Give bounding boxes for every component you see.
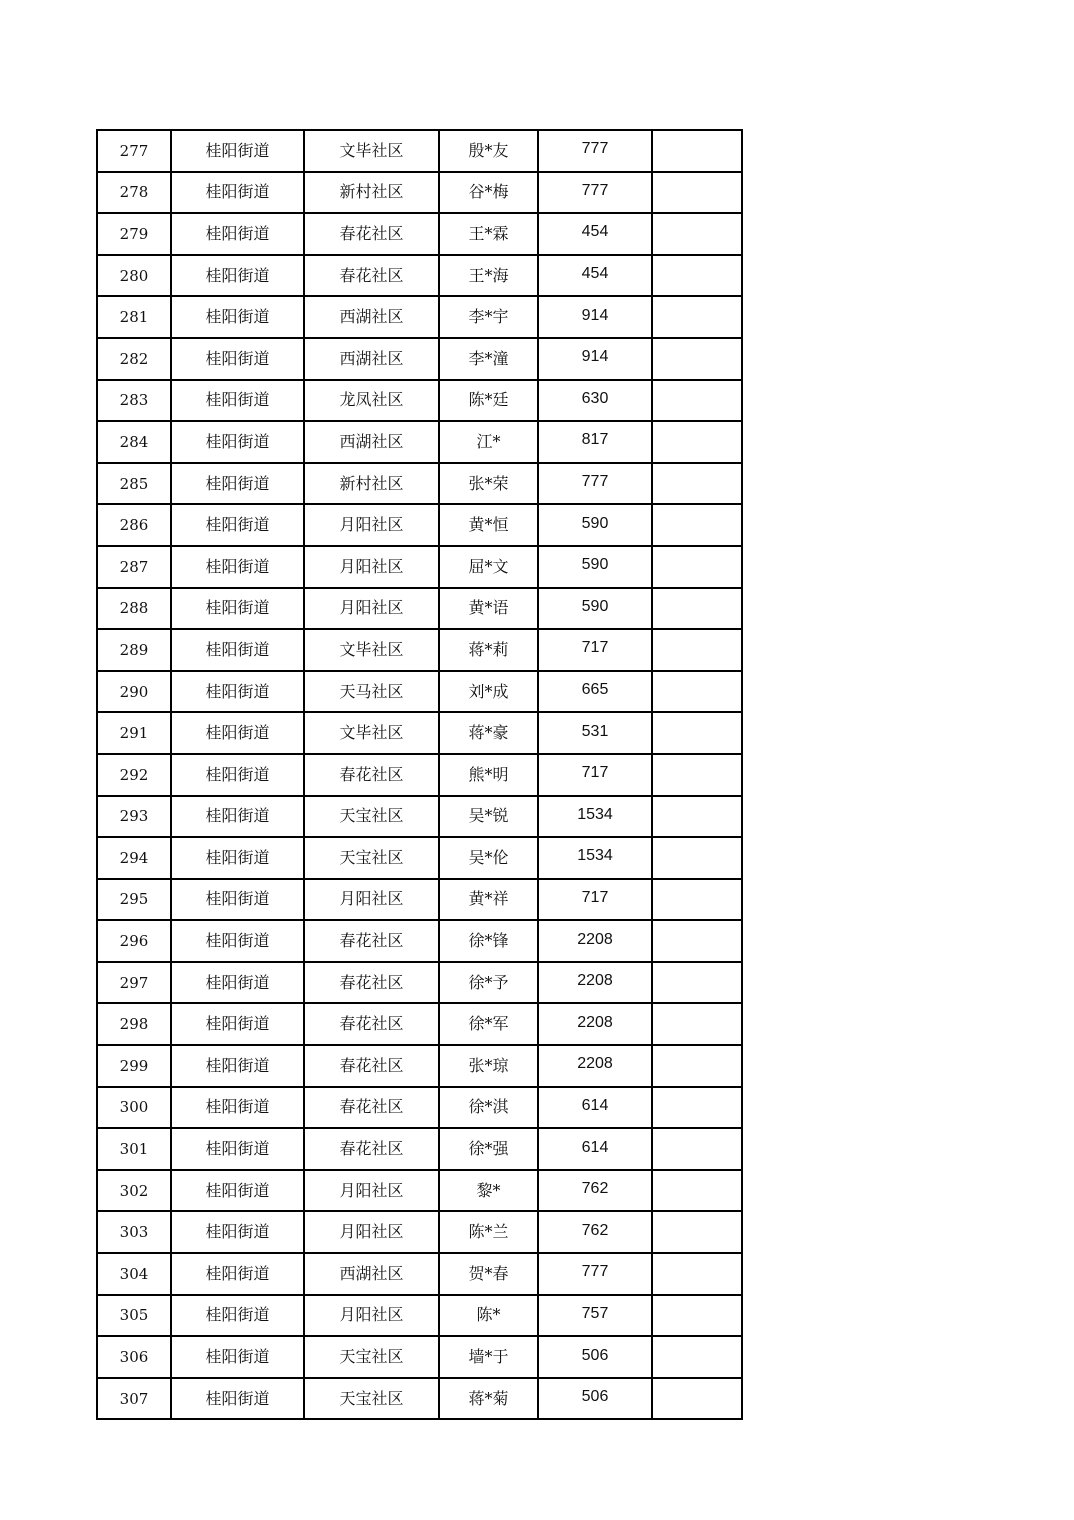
street-cell: 桂阳街道 bbox=[171, 130, 304, 172]
street-cell: 桂阳街道 bbox=[171, 504, 304, 546]
name-cell: 蒋*菊 bbox=[439, 1378, 538, 1420]
name-cell: 张*琼 bbox=[439, 1045, 538, 1087]
amount-cell: 506 bbox=[538, 1336, 652, 1378]
name-cell: 墙*于 bbox=[439, 1336, 538, 1378]
note-cell bbox=[652, 255, 742, 297]
name-cell: 屈*文 bbox=[439, 546, 538, 588]
note-cell bbox=[652, 1128, 742, 1170]
table-row bbox=[97, 213, 742, 255]
row-number-cell: 279 bbox=[97, 213, 171, 255]
street-cell: 桂阳街道 bbox=[171, 1128, 304, 1170]
street-cell: 桂阳街道 bbox=[171, 796, 304, 838]
amount-cell: 1534 bbox=[538, 837, 652, 879]
table-row bbox=[97, 1253, 742, 1295]
note-cell bbox=[652, 1295, 742, 1337]
community-cell: 春花社区 bbox=[304, 1128, 439, 1170]
table-row bbox=[97, 380, 742, 422]
name-cell: 吴*锐 bbox=[439, 796, 538, 838]
amount-cell: 762 bbox=[538, 1211, 652, 1253]
street-cell: 桂阳街道 bbox=[171, 172, 304, 214]
community-cell: 月阳社区 bbox=[304, 546, 439, 588]
note-cell bbox=[652, 463, 742, 505]
row-number-cell: 283 bbox=[97, 380, 171, 422]
community-cell: 春花社区 bbox=[304, 1045, 439, 1087]
amount-cell: 506 bbox=[538, 1378, 652, 1420]
amount-cell: 2208 bbox=[538, 962, 652, 1004]
community-cell: 月阳社区 bbox=[304, 1295, 439, 1337]
name-cell: 陈*廷 bbox=[439, 380, 538, 422]
table-row bbox=[97, 1378, 742, 1420]
note-cell bbox=[652, 879, 742, 921]
name-cell: 陈*兰 bbox=[439, 1211, 538, 1253]
table-row bbox=[97, 796, 742, 838]
street-cell: 桂阳街道 bbox=[171, 1087, 304, 1129]
table-row bbox=[97, 837, 742, 879]
amount-cell: 454 bbox=[538, 255, 652, 297]
amount-cell: 717 bbox=[538, 879, 652, 921]
table-row bbox=[97, 1295, 742, 1337]
amount-cell: 777 bbox=[538, 130, 652, 172]
name-cell: 徐*强 bbox=[439, 1128, 538, 1170]
table-row bbox=[97, 421, 742, 463]
row-number-cell: 277 bbox=[97, 130, 171, 172]
name-cell: 陈* bbox=[439, 1295, 538, 1337]
table-row bbox=[97, 296, 742, 338]
street-cell: 桂阳街道 bbox=[171, 338, 304, 380]
amount-cell: 614 bbox=[538, 1128, 652, 1170]
name-cell: 王*海 bbox=[439, 255, 538, 297]
name-cell: 黄*祥 bbox=[439, 879, 538, 921]
community-cell: 新村社区 bbox=[304, 463, 439, 505]
street-cell: 桂阳街道 bbox=[171, 1045, 304, 1087]
amount-cell: 590 bbox=[538, 546, 652, 588]
row-number-cell: 291 bbox=[97, 712, 171, 754]
community-cell: 龙凤社区 bbox=[304, 380, 439, 422]
row-number-cell: 288 bbox=[97, 588, 171, 630]
community-cell: 西湖社区 bbox=[304, 338, 439, 380]
amount-cell: 590 bbox=[538, 588, 652, 630]
community-cell: 春花社区 bbox=[304, 1087, 439, 1129]
note-cell bbox=[652, 1045, 742, 1087]
note-cell bbox=[652, 504, 742, 546]
table-row bbox=[97, 1045, 742, 1087]
community-cell: 月阳社区 bbox=[304, 1211, 439, 1253]
name-cell: 徐*锋 bbox=[439, 920, 538, 962]
note-cell bbox=[652, 588, 742, 630]
row-number-cell: 304 bbox=[97, 1253, 171, 1295]
table-row bbox=[97, 879, 742, 921]
row-number-cell: 302 bbox=[97, 1170, 171, 1212]
note-cell bbox=[652, 296, 742, 338]
name-cell: 蒋*豪 bbox=[439, 712, 538, 754]
row-number-cell: 297 bbox=[97, 962, 171, 1004]
table-row bbox=[97, 1170, 742, 1212]
community-cell: 天宝社区 bbox=[304, 796, 439, 838]
amount-cell: 2208 bbox=[538, 1045, 652, 1087]
note-cell bbox=[652, 1336, 742, 1378]
row-number-cell: 303 bbox=[97, 1211, 171, 1253]
name-cell: 殷*友 bbox=[439, 130, 538, 172]
community-cell: 月阳社区 bbox=[304, 504, 439, 546]
table-row bbox=[97, 255, 742, 297]
note-cell bbox=[652, 338, 742, 380]
community-cell: 西湖社区 bbox=[304, 1253, 439, 1295]
street-cell: 桂阳街道 bbox=[171, 1336, 304, 1378]
table-row bbox=[97, 754, 742, 796]
name-cell: 徐*军 bbox=[439, 1003, 538, 1045]
table-row bbox=[97, 463, 742, 505]
street-cell: 桂阳街道 bbox=[171, 712, 304, 754]
table-row bbox=[97, 504, 742, 546]
name-cell: 王*霖 bbox=[439, 213, 538, 255]
name-cell: 黄*语 bbox=[439, 588, 538, 630]
table-row bbox=[97, 629, 742, 671]
name-cell: 蒋*莉 bbox=[439, 629, 538, 671]
amount-cell: 2208 bbox=[538, 920, 652, 962]
note-cell bbox=[652, 1003, 742, 1045]
name-cell: 黄*恒 bbox=[439, 504, 538, 546]
amount-cell: 2208 bbox=[538, 1003, 652, 1045]
row-number-cell: 286 bbox=[97, 504, 171, 546]
table-row bbox=[97, 588, 742, 630]
table-row bbox=[97, 1128, 742, 1170]
row-number-cell: 284 bbox=[97, 421, 171, 463]
row-number-cell: 280 bbox=[97, 255, 171, 297]
table-row bbox=[97, 920, 742, 962]
note-cell bbox=[652, 1170, 742, 1212]
street-cell: 桂阳街道 bbox=[171, 296, 304, 338]
row-number-cell: 293 bbox=[97, 796, 171, 838]
note-cell bbox=[652, 920, 742, 962]
street-cell: 桂阳街道 bbox=[171, 920, 304, 962]
amount-cell: 777 bbox=[538, 172, 652, 214]
street-cell: 桂阳街道 bbox=[171, 754, 304, 796]
community-cell: 文毕社区 bbox=[304, 130, 439, 172]
amount-cell: 717 bbox=[538, 754, 652, 796]
name-cell: 熊*明 bbox=[439, 754, 538, 796]
row-number-cell: 282 bbox=[97, 338, 171, 380]
name-cell: 李*潼 bbox=[439, 338, 538, 380]
community-cell: 月阳社区 bbox=[304, 879, 439, 921]
note-cell bbox=[652, 380, 742, 422]
community-cell: 新村社区 bbox=[304, 172, 439, 214]
community-cell: 西湖社区 bbox=[304, 296, 439, 338]
note-cell bbox=[652, 962, 742, 1004]
note-cell bbox=[652, 546, 742, 588]
row-number-cell: 281 bbox=[97, 296, 171, 338]
street-cell: 桂阳街道 bbox=[171, 463, 304, 505]
street-cell: 桂阳街道 bbox=[171, 1378, 304, 1420]
amount-cell: 665 bbox=[538, 671, 652, 713]
street-cell: 桂阳街道 bbox=[171, 213, 304, 255]
row-number-cell: 296 bbox=[97, 920, 171, 962]
note-cell bbox=[652, 1087, 742, 1129]
name-cell: 吴*伦 bbox=[439, 837, 538, 879]
row-number-cell: 294 bbox=[97, 837, 171, 879]
row-number-cell: 305 bbox=[97, 1295, 171, 1337]
amount-cell: 630 bbox=[538, 380, 652, 422]
name-cell: 贺*春 bbox=[439, 1253, 538, 1295]
table-row bbox=[97, 712, 742, 754]
table-row bbox=[97, 130, 742, 172]
note-cell bbox=[652, 213, 742, 255]
community-cell: 文毕社区 bbox=[304, 712, 439, 754]
community-cell: 春花社区 bbox=[304, 1003, 439, 1045]
amount-cell: 817 bbox=[538, 421, 652, 463]
amount-cell: 757 bbox=[538, 1295, 652, 1337]
community-cell: 天宝社区 bbox=[304, 1336, 439, 1378]
name-cell: 谷*梅 bbox=[439, 172, 538, 214]
note-cell bbox=[652, 1253, 742, 1295]
street-cell: 桂阳街道 bbox=[171, 588, 304, 630]
name-cell: 刘*成 bbox=[439, 671, 538, 713]
street-cell: 桂阳街道 bbox=[171, 1253, 304, 1295]
community-cell: 月阳社区 bbox=[304, 1170, 439, 1212]
street-cell: 桂阳街道 bbox=[171, 671, 304, 713]
amount-cell: 717 bbox=[538, 629, 652, 671]
name-cell: 李*宇 bbox=[439, 296, 538, 338]
street-cell: 桂阳街道 bbox=[171, 962, 304, 1004]
name-cell: 张*荣 bbox=[439, 463, 538, 505]
name-cell: 江* bbox=[439, 421, 538, 463]
table-row bbox=[97, 1003, 742, 1045]
street-cell: 桂阳街道 bbox=[171, 629, 304, 671]
community-cell: 天宝社区 bbox=[304, 1378, 439, 1420]
community-cell: 春花社区 bbox=[304, 213, 439, 255]
note-cell bbox=[652, 421, 742, 463]
table-row bbox=[97, 1087, 742, 1129]
note-cell bbox=[652, 671, 742, 713]
note-cell bbox=[652, 1378, 742, 1420]
community-cell: 月阳社区 bbox=[304, 588, 439, 630]
row-number-cell: 307 bbox=[97, 1378, 171, 1420]
table-row bbox=[97, 962, 742, 1004]
name-cell: 徐*予 bbox=[439, 962, 538, 1004]
row-number-cell: 301 bbox=[97, 1128, 171, 1170]
note-cell bbox=[652, 1211, 742, 1253]
row-number-cell: 300 bbox=[97, 1087, 171, 1129]
note-cell bbox=[652, 837, 742, 879]
community-cell: 西湖社区 bbox=[304, 421, 439, 463]
street-cell: 桂阳街道 bbox=[171, 879, 304, 921]
amount-cell: 762 bbox=[538, 1170, 652, 1212]
amount-cell: 914 bbox=[538, 338, 652, 380]
street-cell: 桂阳街道 bbox=[171, 1295, 304, 1337]
community-cell: 天宝社区 bbox=[304, 837, 439, 879]
amount-cell: 1534 bbox=[538, 796, 652, 838]
table-row bbox=[97, 546, 742, 588]
street-cell: 桂阳街道 bbox=[171, 421, 304, 463]
note-cell bbox=[652, 754, 742, 796]
community-cell: 春花社区 bbox=[304, 962, 439, 1004]
community-cell: 文毕社区 bbox=[304, 629, 439, 671]
community-cell: 春花社区 bbox=[304, 255, 439, 297]
street-cell: 桂阳街道 bbox=[171, 837, 304, 879]
note-cell bbox=[652, 172, 742, 214]
row-number-cell: 292 bbox=[97, 754, 171, 796]
note-cell bbox=[652, 629, 742, 671]
table-row bbox=[97, 671, 742, 713]
amount-cell: 777 bbox=[538, 1253, 652, 1295]
row-number-cell: 306 bbox=[97, 1336, 171, 1378]
amount-cell: 454 bbox=[538, 213, 652, 255]
row-number-cell: 295 bbox=[97, 879, 171, 921]
table-row bbox=[97, 338, 742, 380]
row-number-cell: 290 bbox=[97, 671, 171, 713]
community-cell: 春花社区 bbox=[304, 754, 439, 796]
table-body bbox=[97, 130, 742, 1419]
note-cell bbox=[652, 130, 742, 172]
amount-cell: 531 bbox=[538, 712, 652, 754]
row-number-cell: 278 bbox=[97, 172, 171, 214]
street-cell: 桂阳街道 bbox=[171, 1003, 304, 1045]
name-cell: 徐*淇 bbox=[439, 1087, 538, 1129]
street-cell: 桂阳街道 bbox=[171, 1211, 304, 1253]
note-cell bbox=[652, 712, 742, 754]
amount-cell: 614 bbox=[538, 1087, 652, 1129]
street-cell: 桂阳街道 bbox=[171, 546, 304, 588]
table-row bbox=[97, 1336, 742, 1378]
row-number-cell: 289 bbox=[97, 629, 171, 671]
row-number-cell: 287 bbox=[97, 546, 171, 588]
amount-cell: 914 bbox=[538, 296, 652, 338]
note-cell bbox=[652, 796, 742, 838]
community-cell: 天马社区 bbox=[304, 671, 439, 713]
street-cell: 桂阳街道 bbox=[171, 255, 304, 297]
street-cell: 桂阳街道 bbox=[171, 380, 304, 422]
row-number-cell: 285 bbox=[97, 463, 171, 505]
street-cell: 桂阳街道 bbox=[171, 1170, 304, 1212]
row-number-cell: 298 bbox=[97, 1003, 171, 1045]
table-row bbox=[97, 172, 742, 214]
amount-cell: 590 bbox=[538, 504, 652, 546]
name-cell: 黎* bbox=[439, 1170, 538, 1212]
amount-cell: 777 bbox=[538, 463, 652, 505]
community-cell: 春花社区 bbox=[304, 920, 439, 962]
data-table bbox=[96, 129, 743, 1420]
row-number-cell: 299 bbox=[97, 1045, 171, 1087]
table-row bbox=[97, 1211, 742, 1253]
